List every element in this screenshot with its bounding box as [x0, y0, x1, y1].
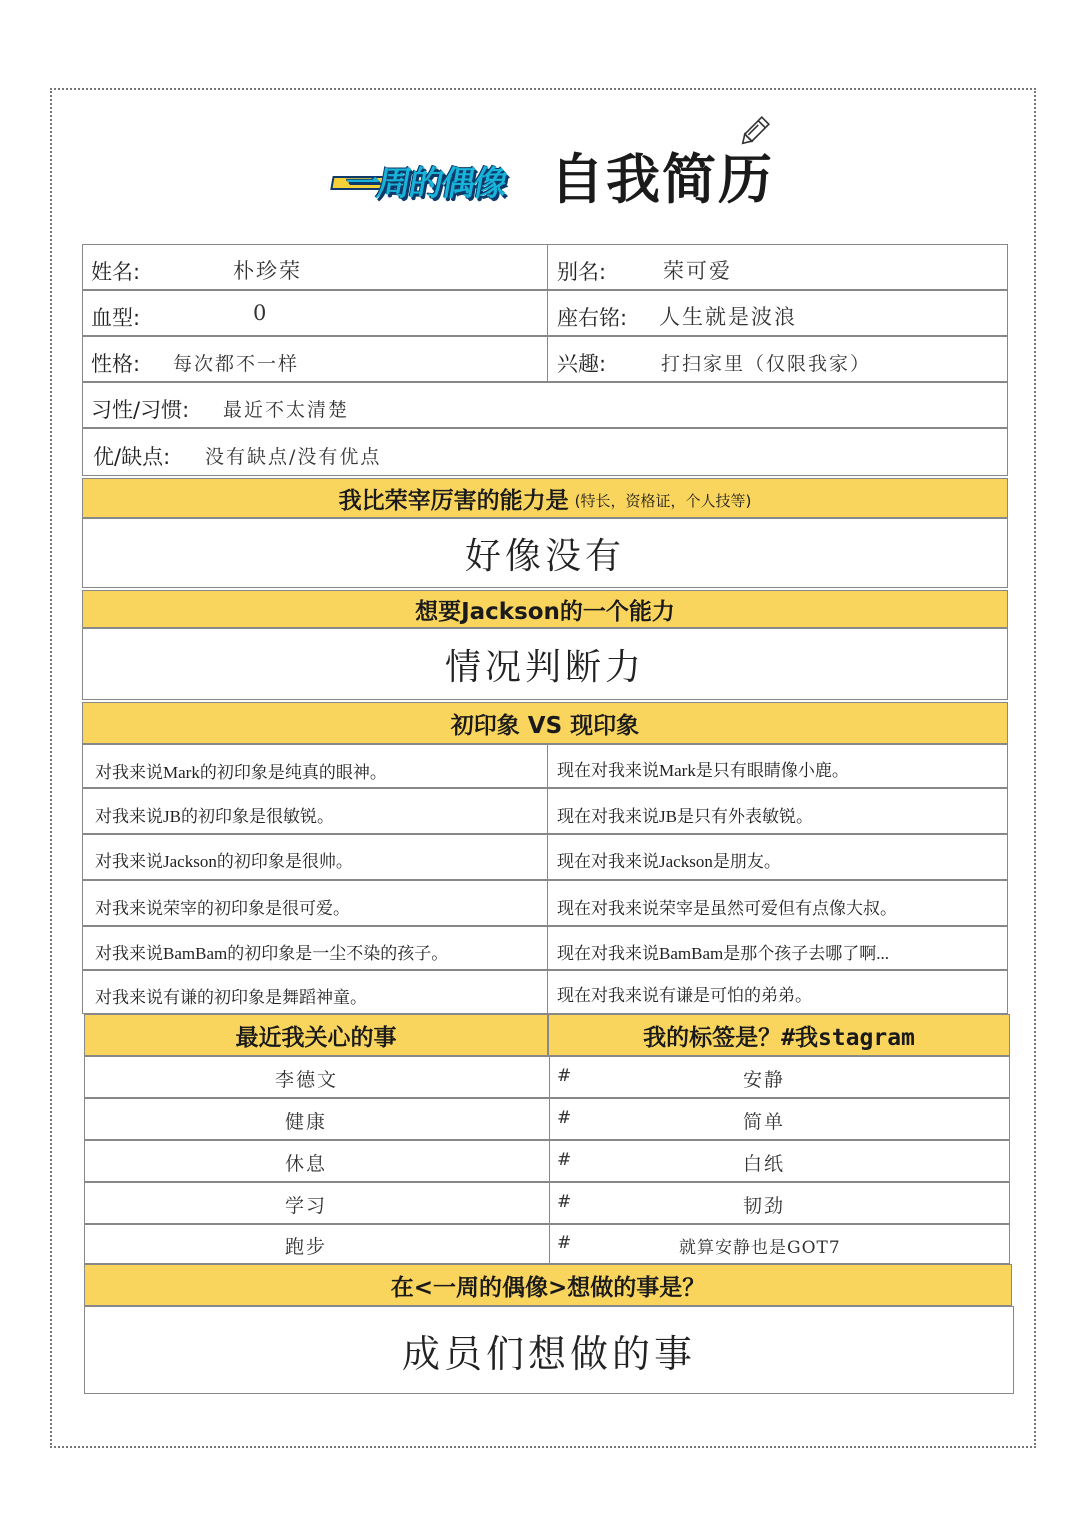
concern-item: 健康	[285, 1111, 328, 1133]
habit-label: 习性/习惯:	[91, 398, 190, 422]
merit-label: 优/缺点:	[93, 445, 171, 469]
hobby-label: 兴趣:	[557, 352, 607, 376]
hash-icon: #	[557, 1233, 572, 1253]
divider	[547, 927, 548, 969]
divider	[547, 745, 548, 787]
first-impression: 对我来说Jackson的初印象是很帅。	[95, 852, 353, 871]
tag-item: 韧劲	[743, 1195, 786, 1217]
ability-answer: 好像没有	[82, 518, 1008, 588]
want-answer: 情况判断力	[82, 628, 1008, 700]
impression-row	[82, 880, 1008, 926]
hash-icon: #	[557, 1108, 572, 1128]
name-value: 朴珍荣	[233, 259, 302, 283]
list-item	[84, 1140, 1010, 1182]
divider	[547, 291, 548, 335]
first-impression: 对我来说JB的初印象是很敏锐。	[95, 807, 334, 826]
current-impression: 现在对我来说有谦是可怕的弟弟。	[557, 986, 812, 1005]
want-header: 想要Jackson的一个能力	[82, 590, 1008, 628]
concern-item: 李德文	[275, 1069, 339, 1091]
row-blood	[82, 290, 1008, 336]
row-name	[82, 244, 1008, 290]
hobby-value: 打扫家里（仅限我家）	[661, 353, 872, 375]
impressions-header: 初印象 VS 现印象	[82, 702, 1008, 744]
impression-row	[82, 834, 1008, 880]
wish-answer: 成员们想做的事	[84, 1306, 1014, 1394]
impression-row	[82, 788, 1008, 834]
habit-value: 最近不太清楚	[223, 399, 350, 421]
hash-icon: #	[557, 1150, 572, 1170]
divider	[549, 1099, 550, 1139]
name-label: 姓名:	[91, 260, 141, 284]
row-personality	[82, 336, 1008, 382]
first-impression: 对我来说荣宰的初印象是很可爱。	[95, 899, 350, 918]
concern-item: 休息	[285, 1153, 328, 1175]
impression-row	[82, 744, 1008, 788]
personality-label: 性格:	[91, 352, 141, 376]
tag-item: 就算安静也是GOT7	[679, 1238, 841, 1258]
concerns-header: 最近我关心的事	[84, 1014, 548, 1056]
divider	[547, 789, 548, 833]
tag-item: 白纸	[743, 1153, 786, 1175]
divider	[547, 881, 548, 925]
current-impression: 现在对我来说荣宰是虽然可爱但有点像大叔。	[557, 899, 897, 918]
divider	[547, 971, 548, 1013]
wish-header: 在<一周的偶像>想做的事是？	[84, 1264, 1012, 1306]
alias-value: 荣可爱	[663, 259, 732, 283]
tag-item: 简单	[743, 1111, 786, 1133]
hash-icon: #	[557, 1066, 572, 1086]
current-impression: 现在对我来说JB是只有外表敏锐。	[557, 807, 813, 826]
divider	[549, 1225, 550, 1263]
impression-row	[82, 926, 1008, 970]
divider	[549, 1183, 550, 1223]
concern-item: 学习	[285, 1195, 328, 1217]
list-item	[84, 1056, 1010, 1098]
motto-value: 人生就是波浪	[659, 305, 797, 329]
blood-label: 血型:	[91, 306, 141, 330]
impression-row	[82, 970, 1008, 1014]
logo-text: 一周的偶像	[341, 163, 509, 204]
row-habit	[82, 382, 1008, 428]
divider	[549, 1141, 550, 1181]
first-impression: 对我来说有谦的初印象是舞蹈神童。	[95, 988, 367, 1007]
ability-header	[82, 478, 1008, 518]
list-item	[84, 1224, 1010, 1264]
tag-item: 安静	[743, 1069, 786, 1091]
divider	[547, 245, 548, 289]
page-title: 自我简历	[550, 148, 774, 211]
personality-value: 每次都不一样	[173, 353, 300, 375]
row-merit	[82, 428, 1008, 476]
blood-value: 0	[253, 301, 269, 325]
list-item	[84, 1182, 1010, 1224]
current-impression: 现在对我来说Jackson是朋友。	[557, 852, 781, 871]
alias-label: 别名:	[557, 260, 607, 284]
current-impression: 现在对我来说Mark是只有眼睛像小鹿。	[557, 761, 849, 780]
divider	[547, 835, 548, 879]
current-impression: 现在对我来说BamBam是那个孩子去哪了啊...	[557, 944, 889, 963]
first-impression: 对我来说BamBam的初印象是一尘不染的孩子。	[95, 944, 449, 963]
first-impression: 对我来说Mark的初印象是纯真的眼神。	[95, 763, 387, 782]
hash-icon: #	[557, 1192, 572, 1212]
merit-value: 没有缺点/没有优点	[205, 446, 382, 468]
show-logo	[321, 150, 532, 210]
ability-header-note: (特长，资格证，个人技等)	[574, 491, 752, 510]
list-item	[84, 1098, 1010, 1140]
divider	[549, 1057, 550, 1097]
concern-item: 跑步	[285, 1236, 328, 1258]
divider	[547, 337, 548, 381]
ability-header-text: 我比荣宰厉害的能力是	[338, 487, 569, 514]
tags-header: 我的标签是？#我stagram	[548, 1014, 1010, 1056]
pencil-icon	[736, 114, 772, 150]
motto-label: 座右铭:	[557, 306, 628, 330]
